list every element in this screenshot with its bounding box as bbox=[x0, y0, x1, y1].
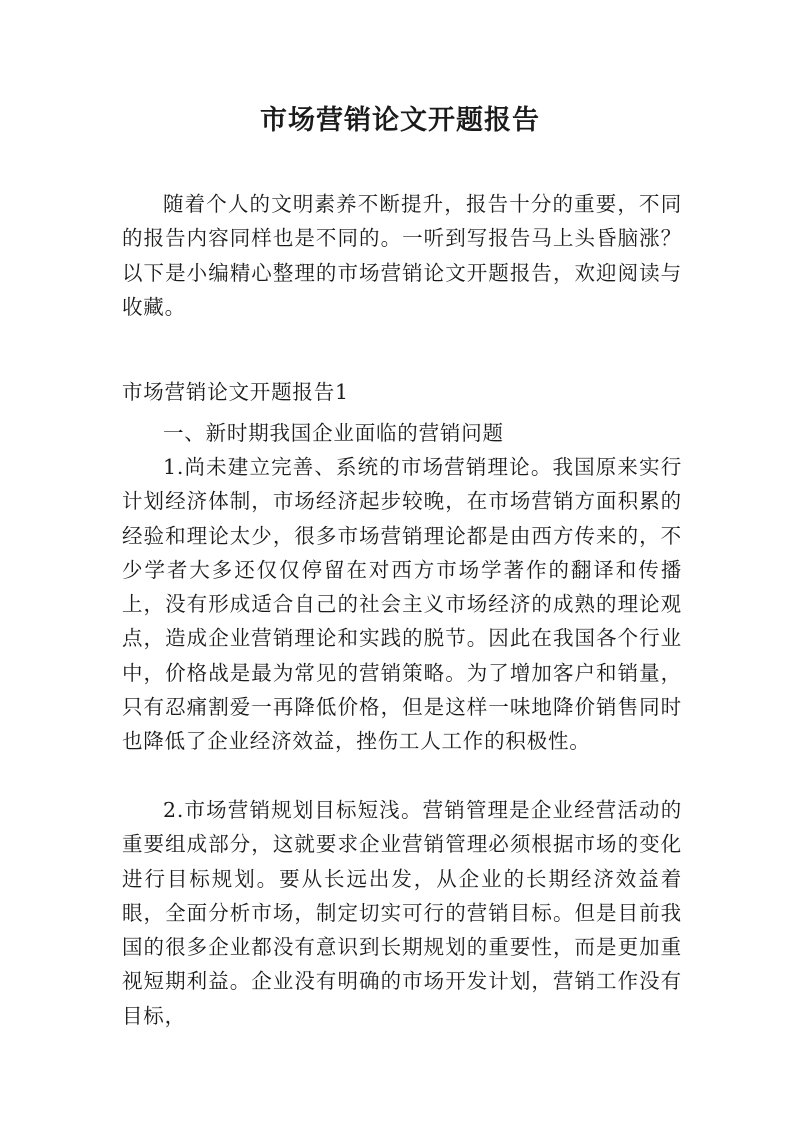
body-paragraph-point-2: 2.市场营销规划目标短浅。营销管理是企业经营活动的重要组成部分，这就要求企业营销管理必须根据市场的变化进行目标规划。要从长远出发，从企业的长期经济效益着眼，全面分析市场，制定切实可行的营销目标。但是目前我国的很多企业都没有意识到长期规划的重要性，而是更加重视短期利益。企业没有明确的市场开发计划，营销工作没有目标， bbox=[122, 798, 682, 1028]
section-heading: 市场营销论文开题报告1 bbox=[122, 380, 349, 404]
document-title: 市场营销论文开题报告 bbox=[260, 105, 540, 136]
intro-paragraph: 随着个人的文明素养不断提升，报告十分的重要，不同的报告内容同样也是不同的。一听到写报告马上头昏脑涨？以下是小编精心整理的市场营销论文开题报告，欢迎阅读与收藏。 bbox=[122, 192, 682, 319]
subsection-heading: 一、新时期我国企业面临的营销问题 bbox=[163, 421, 504, 445]
body-paragraph-point-1: 1.尚未建立完善、系统的市场营销理论。我国原来实行计划经济体制，市场经济起步较晚，在市场营销方面积累的经验和理论太少，很多市场营销理论都是由西方传来的，不少学者大多还仅仅停留在对西方市场学著作的翻译和传播上，没有形成适合自己的社会主义市场经济的成熟的理论观点，造成企业营销理论和实践的脱节。因此在我国各个行业中，价格战是最为常见的营销策略。为了增加客户和销量，只有忍痛割爱一再降低价格，但是这样一味地降价销售同时也降低了企业经济效益，挫伤工人工作的积极性。 bbox=[122, 455, 682, 754]
